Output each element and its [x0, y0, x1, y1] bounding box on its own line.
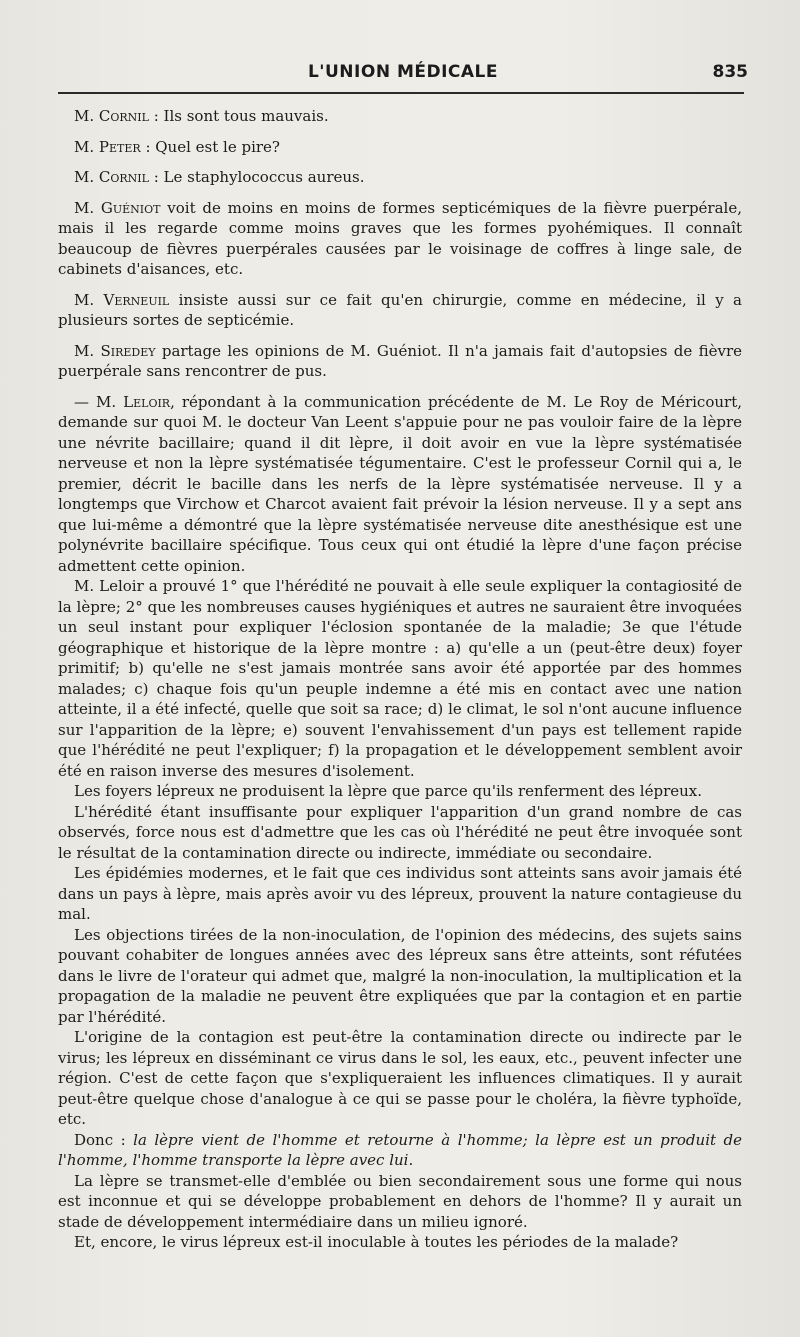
paragraph-text: , répondant à la communication précédente de M. Le Roy de Méricourt, demande sur quoi M. le docteur Van Leent s'appuie pour ne pas vouloir faire de la lèpre une névrite bacillaire; quand il dit lèpre, il doit avoir en vue la lèpre systématisée nerveuse et non la lèpre systématisée tégumentaire. C'est le professeur Cornil qui a, le premier, décrit le bacille dans les nerfs de la lèpre systématisée nerveuse. Il y a longtemps que Virchow et Charcot avaient fait prévoir la lésion nerveuse. Il y a sept ans que lui-même a démontré que la lèpre systématisée nerveuse dite anesthésique est une polynévrite bacillaire spécifique. Tous ceux qui ont étudié la lèpre d'une façon précise admettent cette opinion.	[58, 392, 742, 575]
header-rule	[58, 92, 744, 94]
page-header	[58, 60, 748, 90]
paragraph-inoculation-question: Et, encore, le virus lépreux est-il inoculable à toutes les périodes de la malade?	[74, 1233, 679, 1251]
paragraph-objections: Les objections tirées de la non-inoculation, de l'opinion des médecins, des sujets sains pouvant cohabiter de longues années avec des lépreux sans être atteints, sont réfutées dans le livre de l'orateur qui admet que, malgré la non-inoculation, la multiplication et la propagation de la maladie ne peuvent être expliquées que par la contagion et en partie par l'hérédité.	[58, 925, 742, 1026]
paragraph-peter	[58, 137, 742, 158]
paragraph-transmission-question: La lèpre se transmet-elle d'emblée ou bien secondairement sous une forme qui nous est inconnue et qui se développe probablement en dehors de l'homme? Il y aurait un stade de développement intermédiaire dans un milieu ignoré.	[58, 1171, 742, 1231]
paragraph-heredity-proof: M. Leloir a prouvé 1° que l'hérédité ne pouvait à elle seule expliquer la contagiosité de la lèpre; 2° que les nombreuses causes hygiéniques et autres ne sauraient être invoquées un seul instant pour expliquer l'éclosion spontanée de la maladie; 3e que l'étude géographique et historique de la lèpre montre : a) qu'elle a un (peut-être deux) foyer primitif; b) qu'elle ne s'est jamais montrée sans avoir été apportée par des hommes malades; c) chaque fois qu'un peuple indemne a été mis en contact avec une nation atteinte, il a été infecté, quelle que soit sa race; d) le climat, le sol n'ont aucune influence sur l'apparition de la lèpre; e) souvent l'envahissement d'un pays est tellement rapide que l'hérédité ne peut l'expliquer; f) la propagation et le développement semblent avoir été en raison inverse des mesures d'isolement.	[58, 577, 742, 780]
paragraph-contagion-origin: L'origine de la contagion est peut-être la contamination directe ou indirecte par le virus; les lépreux en disséminant ce virus dans le sol, les eaux, etc., peuvent infecter une région. C'est de cette façon que s'expliqueraient les influences climatiques. Il y aurait peut-être quelque chose d'analogue à ce qui se passe pour le choléra, la fièvre typhoïde, etc.	[58, 1028, 742, 1128]
paragraph-text: : Le staphylococcus aureus.	[148, 168, 365, 186]
conclusion-italic: la lèpre vient de l'homme et retourne à l'homme; la lèpre est un produit de l'homme, l'homme transporte la lèpre avec lui.	[58, 1130, 742, 1169]
paragraph-conclusion	[58, 1130, 742, 1171]
speaker-name: M. Verneuil	[74, 290, 170, 309]
paragraph-text: partage les opinions de M. Guéniot. Il n'a jamais fait d'autopsies de fièvre puerpérale sans rencontrer de pus.	[58, 341, 742, 380]
speaker-name: M. Peter	[74, 137, 141, 156]
page-number: 835	[712, 62, 748, 82]
speaker-name: M. Guéniot	[74, 198, 161, 217]
paragraph-text: voit de moins en moins de formes septicémiques de la fièvre puerpérale, mais il les regarde comme moins graves que les formes pyohémiques. Il connaît beaucoup de fièvres puerpérales causées par le voisinage de coffres à linge sale, de cabinets d'aisances, etc.	[58, 198, 742, 278]
running-title: L'UNION MÉDICALE	[307, 62, 499, 82]
paragraph-leprous-foci: Les foyers lépreux ne produisent la lèpre que parce qu'ils renferment des lépreux.	[74, 782, 703, 800]
paragraph-siredey	[58, 341, 742, 382]
paragraph-cornil-1	[58, 106, 742, 127]
paragraph-text: insiste aussi sur ce fait qu'en chirurgie, comme en médecine, il y a plusieurs sortes de septicémie.	[58, 290, 742, 329]
paragraph-heredity-insufficient: L'hérédité étant insuffisante pour expliquer l'apparition d'un grand nombre de cas observés, force nous est d'admettre que les cas où l'hérédité ne peut être invoquée sont le résultat de la contamination directe ou indirecte, immédiate ou secondaire.	[58, 802, 742, 862]
speaker-name: M. Siredey	[74, 341, 156, 360]
article-body	[58, 106, 742, 1253]
speaker-name: M. Cornil	[74, 168, 149, 186]
paragraph-text: : Ils sont tous mauvais.	[148, 107, 329, 125]
speaker-name: M. Leloir	[96, 392, 171, 411]
paragraph-verneuil	[58, 290, 742, 331]
paragraph-modern-epidemics: Les épidémies modernes, et le fait que ces individus sont atteints sans avoir jamais été dans un pays à lèpre, mais après avoir vu des lépreux, prouvent la nature contagieuse du mal.	[58, 864, 742, 923]
paragraph-leloir	[58, 392, 742, 577]
speaker-name: M. Cornil	[74, 107, 149, 125]
paragraph-cornil-2	[58, 167, 742, 188]
conclusion-prefix: Donc :	[74, 1130, 134, 1149]
paragraph-text: : Quel est le pire?	[140, 137, 280, 156]
dash-prefix: —	[74, 392, 97, 411]
paragraph-gueniot	[58, 198, 742, 280]
